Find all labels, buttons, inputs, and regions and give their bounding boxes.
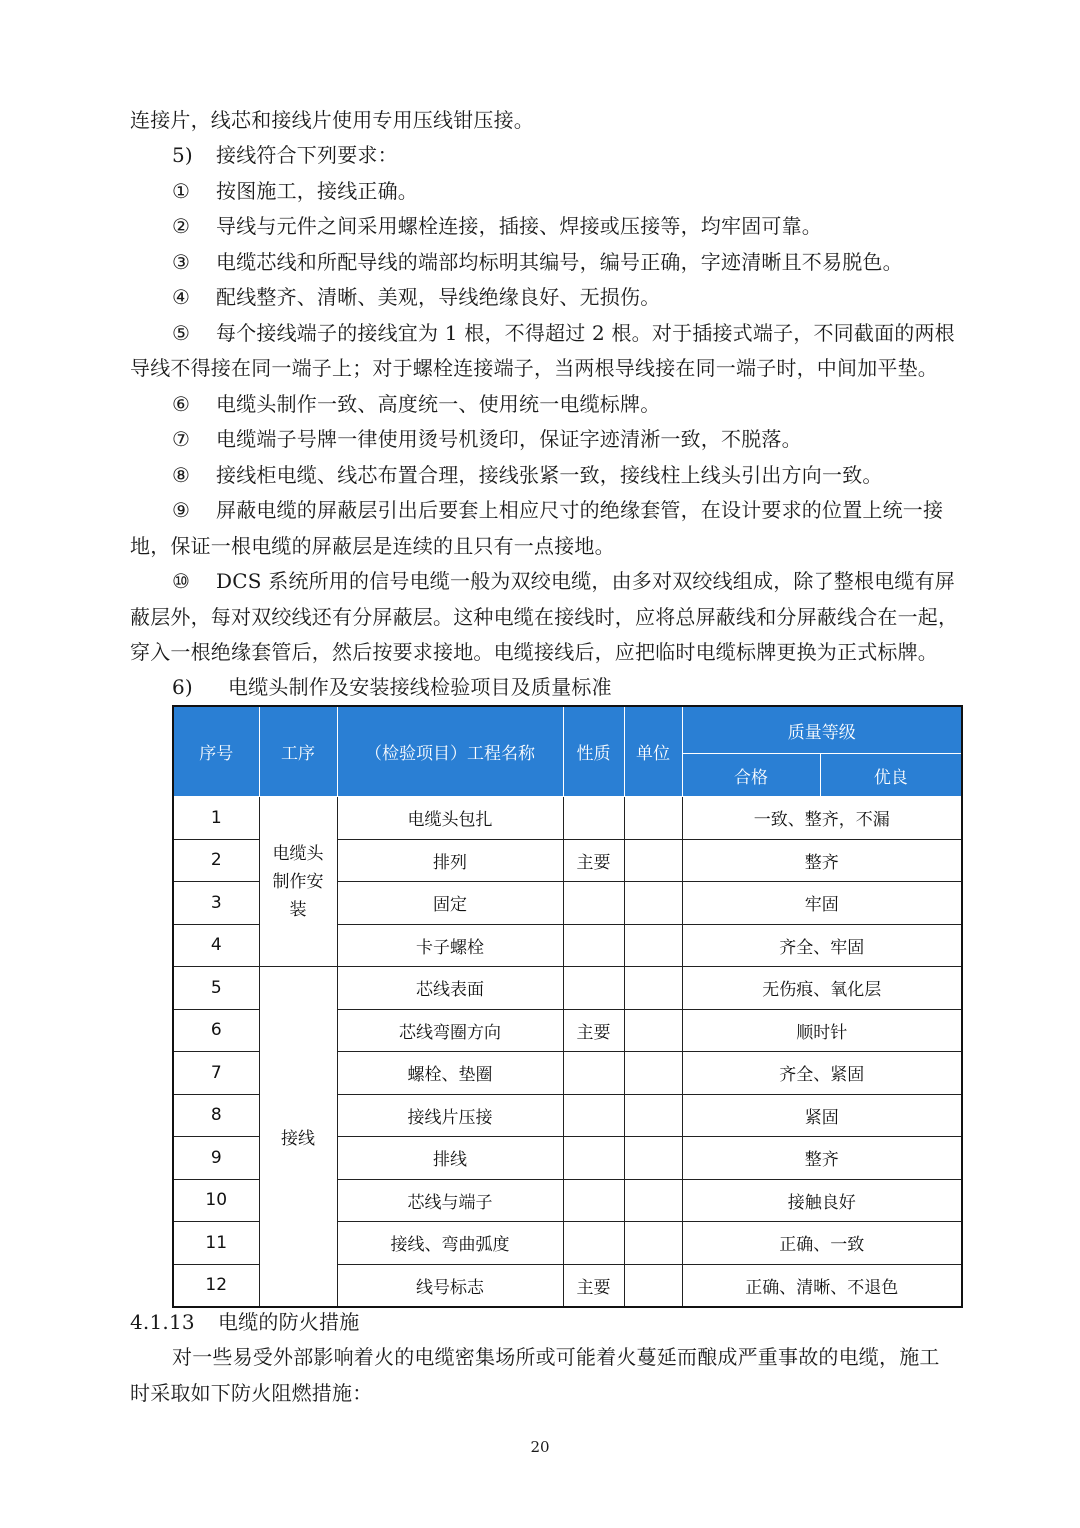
header-pass: 合格 bbox=[682, 754, 820, 797]
circled-number: ⑦ bbox=[172, 427, 191, 451]
table-row bbox=[173, 797, 962, 840]
cell-standard: 一致、整齐，不漏 bbox=[682, 797, 962, 840]
list-number: 6) bbox=[172, 675, 193, 699]
cell-nature bbox=[563, 1179, 624, 1222]
header-nature: 性质 bbox=[563, 706, 624, 797]
cell-standard: 整齐 bbox=[682, 839, 962, 882]
cell-unit bbox=[624, 1009, 682, 1052]
sub-item-text: 屏蔽电缆的屏蔽层引出后要套上相应尺寸的绝缘套管，在设计要求的位置上统一接 bbox=[216, 498, 944, 522]
sub-item-1 bbox=[172, 174, 418, 209]
cell-item: 接线片压接 bbox=[337, 1094, 563, 1137]
group-line: 电缆头 bbox=[272, 843, 324, 864]
cell-seq: 4 bbox=[173, 924, 259, 967]
sub-item-10-continued: 蔽层外，每对双绞线还有分屏蔽层。这种电缆在接线时，应将总屏蔽线和分屏蔽线合在一起， bbox=[130, 605, 959, 629]
cell-seq: 2 bbox=[173, 839, 259, 882]
paragraph: 对一些易受外部影响着火的电缆密集场所或可能着火蔓延而酿成严重事故的电缆，施工 bbox=[172, 1345, 940, 1369]
cell-nature: 主要 bbox=[563, 839, 624, 882]
cell-item: 排列 bbox=[337, 839, 563, 882]
cell-item: 接线、弯曲弧度 bbox=[337, 1222, 563, 1265]
circled-number: ③ bbox=[172, 250, 191, 274]
cell-seq: 11 bbox=[173, 1222, 259, 1265]
cell-item: 螺栓、垫圈 bbox=[337, 1052, 563, 1095]
quality-standard-table bbox=[172, 705, 963, 1308]
sub-item-10-continued: 穿入一根绝缘套管后，然后按要求接地。电缆接线后，应把临时电缆标牌更换为正式标牌。 bbox=[130, 640, 938, 664]
cell-item: 电缆头包扎 bbox=[337, 797, 563, 840]
paragraph-continuation: 时采取如下防火阻燃措施： bbox=[130, 1381, 373, 1405]
cell-nature bbox=[563, 797, 624, 840]
sub-item-5-continued: 导线不得接在同一端子上；对于螺栓连接端子，当两根导线接在同一端子时，中间加平垫。 bbox=[130, 356, 938, 380]
circled-number: ⑥ bbox=[172, 392, 191, 416]
cell-item: 卡子螺栓 bbox=[337, 924, 563, 967]
cell-unit bbox=[624, 1052, 682, 1095]
cell-item: 芯线表面 bbox=[337, 967, 563, 1010]
cell-unit bbox=[624, 967, 682, 1010]
section-heading bbox=[130, 1305, 359, 1340]
sub-item-text: 接线柜电缆、线芯布置合理，接线张紧一致，接线柱上线头引出方向一致。 bbox=[216, 463, 883, 487]
sub-item-text: DCS 系统所用的信号电缆一般为双绞电缆，由多对双绞线组成，除了整根电缆有屏 bbox=[216, 569, 955, 593]
header-excellent: 优良 bbox=[820, 754, 962, 797]
group-line: 制作安 bbox=[272, 871, 324, 892]
circled-number: ⑨ bbox=[172, 498, 191, 522]
cell-seq: 7 bbox=[173, 1052, 259, 1095]
sub-item-9 bbox=[172, 493, 943, 528]
list-text: 接线符合下列要求： bbox=[216, 143, 398, 167]
sub-item-9-continued: 地，保证一根电缆的屏蔽层是连续的且只有一点接地。 bbox=[130, 534, 615, 558]
cell-standard: 牢固 bbox=[682, 882, 962, 925]
section-title: 电缆的防火措施 bbox=[218, 1310, 360, 1334]
cell-seq: 8 bbox=[173, 1094, 259, 1137]
header-grade: 质量等级 bbox=[682, 706, 962, 754]
cell-process-group bbox=[259, 797, 337, 967]
sub-item-2 bbox=[172, 209, 822, 244]
cell-nature bbox=[563, 924, 624, 967]
header-seq: 序号 bbox=[173, 706, 259, 797]
sub-item-4 bbox=[172, 280, 660, 315]
cell-standard: 无伤痕、氧化层 bbox=[682, 967, 962, 1010]
cell-item: 固定 bbox=[337, 882, 563, 925]
cell-unit bbox=[624, 1094, 682, 1137]
circled-number: ⑤ bbox=[172, 321, 191, 345]
cell-seq: 5 bbox=[173, 967, 259, 1010]
cell-unit bbox=[624, 924, 682, 967]
cell-unit bbox=[624, 797, 682, 840]
cell-standard: 齐全、紧固 bbox=[682, 1052, 962, 1095]
header-process: 工序 bbox=[259, 706, 337, 797]
cell-nature bbox=[563, 1094, 624, 1137]
cell-seq: 9 bbox=[173, 1137, 259, 1180]
page-number: 20 bbox=[530, 1438, 550, 1456]
cell-process-group: 接线 bbox=[259, 967, 337, 1308]
sub-item-7 bbox=[172, 422, 802, 457]
sub-item-8 bbox=[172, 458, 883, 493]
cell-nature bbox=[563, 1137, 624, 1180]
cell-nature: 主要 bbox=[563, 1009, 624, 1052]
cell-standard: 整齐 bbox=[682, 1137, 962, 1180]
cell-standard: 接触良好 bbox=[682, 1179, 962, 1222]
cell-item: 芯线与端子 bbox=[337, 1179, 563, 1222]
paragraph-continuation: 连接片，线芯和接线片使用专用压线钳压接。 bbox=[130, 108, 534, 132]
sub-item-5 bbox=[172, 316, 955, 351]
header-item: （检验项目）工程名称 bbox=[337, 706, 563, 797]
cell-unit bbox=[624, 882, 682, 925]
cell-unit bbox=[624, 1179, 682, 1222]
sub-item-text: 电缆头制作一致、高度统一、使用统一电缆标牌。 bbox=[216, 392, 661, 416]
sub-item-text: 配线整齐、清晰、美观，导线绝缘良好、无损伤。 bbox=[216, 285, 661, 309]
group-line: 装 bbox=[289, 899, 307, 920]
cell-unit bbox=[624, 839, 682, 882]
sub-item-6 bbox=[172, 387, 660, 422]
circled-number: ⑧ bbox=[172, 463, 191, 487]
circled-number: ④ bbox=[172, 285, 191, 309]
cell-standard: 顺时针 bbox=[682, 1009, 962, 1052]
circled-number: ② bbox=[172, 214, 191, 238]
cell-unit bbox=[624, 1137, 682, 1180]
list-item-6 bbox=[172, 670, 612, 705]
cell-item: 线号标志 bbox=[337, 1264, 563, 1307]
cell-seq: 3 bbox=[173, 882, 259, 925]
cell-nature bbox=[563, 967, 624, 1010]
cell-standard: 正确、一致 bbox=[682, 1222, 962, 1265]
cell-nature bbox=[563, 1052, 624, 1095]
sub-item-text: 电缆端子号牌一律使用烫号机烫印，保证字迹清淅一致，不脱落。 bbox=[216, 427, 802, 451]
cell-seq: 12 bbox=[173, 1264, 259, 1307]
cell-unit bbox=[624, 1222, 682, 1265]
cell-seq: 10 bbox=[173, 1179, 259, 1222]
cell-standard: 齐全、牢固 bbox=[682, 924, 962, 967]
cell-seq: 1 bbox=[173, 797, 259, 840]
cell-standard: 正确、清晰、不退色 bbox=[682, 1264, 962, 1307]
cell-nature bbox=[563, 1222, 624, 1265]
circled-number: ① bbox=[172, 179, 191, 203]
list-item-5 bbox=[172, 138, 398, 173]
circled-number: ⑩ bbox=[172, 569, 191, 593]
header-unit: 单位 bbox=[624, 706, 682, 797]
cell-nature: 主要 bbox=[563, 1264, 624, 1307]
sub-item-10 bbox=[172, 564, 955, 599]
list-number: 5) bbox=[172, 143, 193, 167]
cell-nature bbox=[563, 882, 624, 925]
sub-item-text: 导线与元件之间采用螺栓连接，插接、焊接或压接等，均牢固可靠。 bbox=[216, 214, 822, 238]
cell-seq: 6 bbox=[173, 1009, 259, 1052]
sub-item-3 bbox=[172, 245, 903, 280]
sub-item-text: 每个接线端子的接线宜为 1 根，不得超过 2 根。对于插接式端子，不同截面的两根 bbox=[216, 321, 955, 345]
sub-item-text: 按图施工，接线正确。 bbox=[216, 179, 418, 203]
sub-item-text: 电缆芯线和所配导线的端部均标明其编号，编号正确，字迹清晰且不易脱色。 bbox=[216, 250, 903, 274]
table-row bbox=[173, 967, 962, 1010]
table-caption: 电缆头制作及安装接线检验项目及质量标准 bbox=[228, 675, 612, 699]
cell-unit bbox=[624, 1264, 682, 1307]
cell-item: 芯线弯圈方向 bbox=[337, 1009, 563, 1052]
section-number: 4.1.13 bbox=[130, 1310, 195, 1334]
cell-item: 排线 bbox=[337, 1137, 563, 1180]
cell-standard: 紧固 bbox=[682, 1094, 962, 1137]
